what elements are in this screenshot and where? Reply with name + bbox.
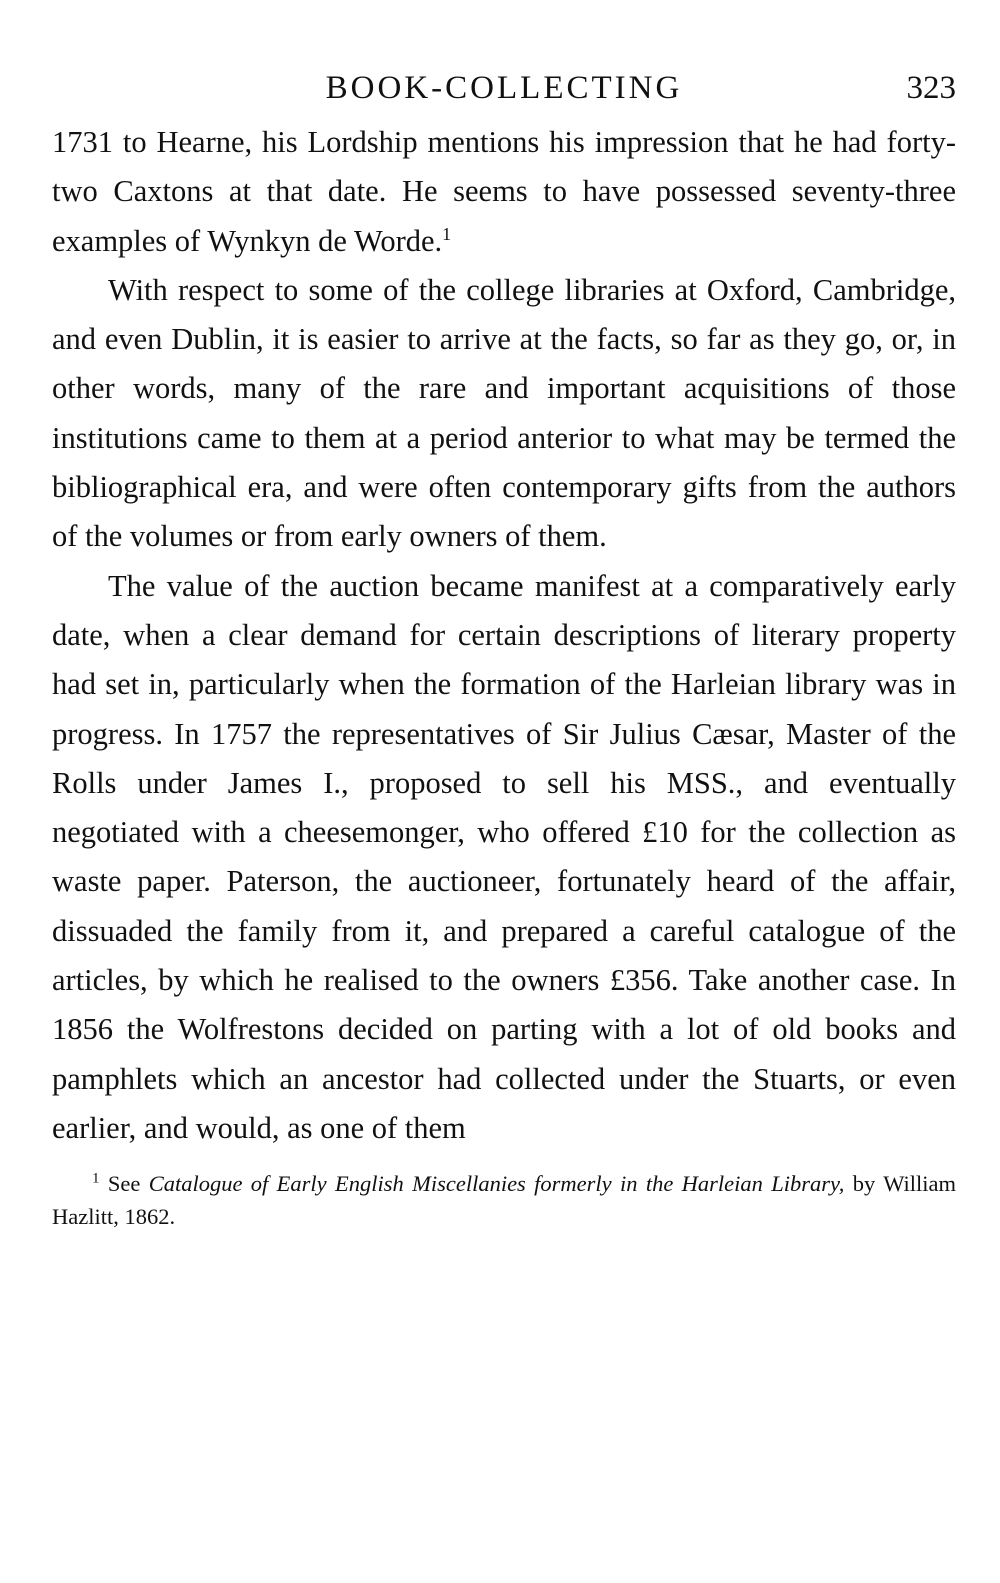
footnote-suffix: by William Hazlitt, 1862.	[52, 1171, 957, 1230]
paragraph-2: With respect to some of the college libraries at Oxford, Cambridge, and even Dublin, it is easier to arrive at the facts, so far as they go, or, in other words, many of the rare and important acquisitions of those institutions came to them at a period anterior to what may be termed the bibliographical era, and were often contemporary gifts from the authors of the volumes or from early owners of them.	[52, 272, 956, 554]
footnote-reference: 1	[442, 223, 452, 244]
body-text	[52, 118, 956, 1153]
footnote-title: Catalogue of Early English Miscellanies formerly in the Harleian Library,	[148, 1171, 845, 1197]
paragraph-1-text: 1731 to Hearne, his Lordship mentions his impression that he had forty-two Caxtons at that date. He seems to have possessed seventy-three examples of Wynkyn de Worde.	[52, 125, 956, 258]
book-page	[52, 58, 956, 1233]
footnote-prefix: See	[107, 1171, 141, 1197]
footnote-number: 1	[92, 1170, 100, 1187]
paragraph-1	[52, 118, 956, 266]
footnote	[52, 1167, 956, 1233]
running-title: BOOK-COLLECTING	[325, 70, 683, 106]
running-head	[52, 58, 956, 118]
page-number: 323	[906, 70, 956, 106]
paragraph-3: The value of the auction became manifest at a comparatively early date, when a clear demand for certain descriptions of literary property had set in, particularly when the formation of the Harleian library was in progress. In 1757 the representatives of Sir Julius Cæsar, Master of the Rolls under James I., proposed to sell his MSS., and eventually negotiated with a cheesemonger, who offered £10 for the collection as waste paper. Paterson, the auctioneer, fortunately heard of the affair, dissuaded the family from it, and prepared a careful catalogue of the articles, by which he realised to the owners £356. Take another case. In 1856 the Wolfrestons decided on parting with a lot of old books and pamphlets which an ancestor had collected under the Stuarts, or even earlier, and would, as one of them	[52, 568, 956, 1145]
